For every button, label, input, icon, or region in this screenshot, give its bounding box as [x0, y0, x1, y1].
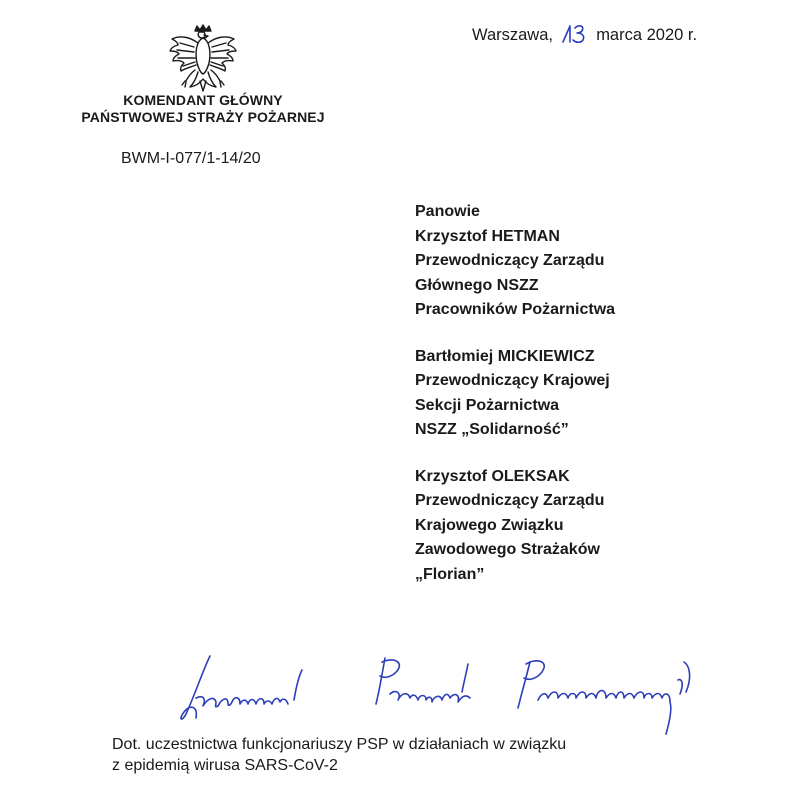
recipient-1-title-line: Głównego NSZZ [415, 276, 539, 294]
addressee-block [415, 200, 615, 587]
reference-number: BWM-I-077/1-14/20 [121, 150, 261, 167]
recipient-1-title-line: Pracowników Pożarnictwa [415, 301, 616, 318]
recipient-3-title-line: Przewodniczący Zarządu [415, 492, 605, 509]
recipient-3-name: Krzysztof OLEKSAK [415, 467, 570, 485]
recipient-3-title-line: Krajowego Związku [415, 516, 564, 534]
recipient-1-name: Krzysztof HETMAN [415, 227, 560, 245]
date-month-year: marca 2020 r. [596, 26, 698, 44]
letter-subject [112, 734, 566, 776]
date-place: Warszawa, [472, 26, 553, 44]
recipient-2-title-line: Sekcji Pożarnictwa [415, 396, 560, 414]
authority-line-1: KOMENDANT GŁÓWNY [123, 92, 283, 108]
handwritten-salutation [170, 648, 730, 738]
handwritten-day [558, 22, 592, 44]
recipient-2-title-line: NSZZ „Solidarność” [415, 421, 569, 438]
issuing-authority [58, 92, 348, 126]
recipient-2-name: Bartłomiej MICKIEWICZ [415, 347, 595, 365]
recipient-2-title-line: Przewodniczący Krajowej [415, 372, 610, 389]
addressee-spacer [415, 323, 615, 345]
subject-line-2: z epidemią wirusa SARS-CoV-2 [112, 757, 338, 774]
authority-line-2: PAŃSTWOWEJ STRAŻY POŻARNEJ [81, 109, 325, 125]
recipient-3-title-line: Zawodowego Strażaków [415, 541, 600, 558]
salutation: Panowie [415, 203, 480, 220]
place-and-date [472, 24, 697, 47]
addressee-spacer [415, 443, 615, 465]
recipient-1-title-line: Przewodniczący Zarządu [415, 252, 605, 269]
polish-eagle-emblem-icon [168, 23, 238, 95]
subject-line-1: Dot. uczestnictwa funkcjonariuszy PSP w działaniach w związku [112, 736, 567, 753]
recipient-3-title-line: „Florian” [415, 565, 485, 583]
